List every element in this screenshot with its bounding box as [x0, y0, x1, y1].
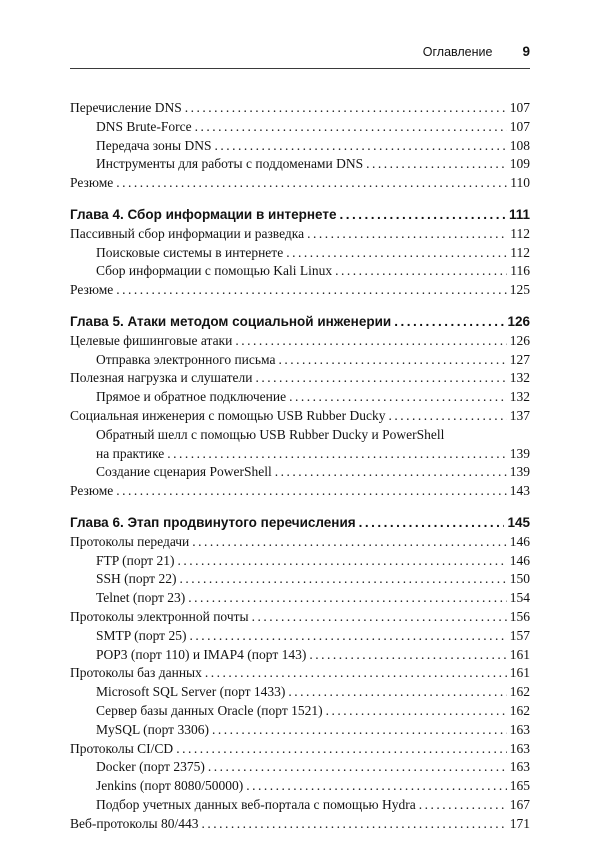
toc-entry-page: 116 [510, 263, 530, 279]
dot-leader [335, 262, 507, 281]
toc-entry-page: 156 [509, 608, 530, 624]
toc-entry-page: 109 [509, 156, 530, 172]
toc-entry-title: Подбор учетных данных веб-портала с помощью Hydra [96, 796, 416, 812]
toc-entry [70, 608, 530, 627]
dot-leader [188, 589, 507, 608]
dot-leader [177, 552, 506, 571]
toc-entry [70, 351, 530, 370]
toc-entry [70, 683, 530, 702]
toc-entry-page: 139 [509, 445, 530, 461]
toc-entry-page: 108 [509, 137, 530, 153]
dot-leader [255, 369, 506, 388]
toc-entry-title: Протоколы CI/CD [70, 740, 174, 756]
toc-entry-page: 171 [509, 815, 530, 831]
toc-entry [70, 407, 530, 426]
toc-entry [70, 740, 530, 759]
toc-entry-page: 126 [507, 313, 530, 329]
toc-entry [70, 777, 530, 796]
toc-list [70, 99, 530, 833]
toc-entry-title: SMTP (порт 25) [96, 627, 187, 643]
toc-entry-page: 163 [509, 721, 530, 737]
toc-entry-page: 157 [509, 627, 530, 643]
dot-leader [359, 514, 505, 533]
toc-entry [70, 445, 530, 464]
toc-entry-page: 127 [509, 351, 530, 367]
toc-entry-title: Протоколы электронной почты [70, 608, 249, 624]
toc-entry-page: 146 [509, 552, 530, 568]
toc-entry-title: Docker (порт 2375) [96, 759, 205, 775]
dot-leader [366, 155, 507, 174]
toc-entry [70, 570, 530, 589]
toc-entry-title: Jenkins (порт 8080/50000) [96, 778, 244, 794]
toc-entry [70, 589, 530, 608]
toc-entry-title: Создание сценария PowerShell [96, 464, 272, 480]
dot-leader [288, 683, 506, 702]
toc-entry-page: 110 [510, 175, 530, 191]
toc-entry-page: 163 [509, 759, 530, 775]
toc-entry-title: Перечисление DNS [70, 100, 182, 115]
toc-entry-page: 125 [509, 282, 530, 298]
toc-entry-title: Глава 5. Атаки методом социальной инженерии [70, 313, 392, 329]
dot-leader [307, 225, 507, 244]
toc-entry-page: 143 [509, 483, 530, 499]
dot-leader [176, 740, 507, 759]
dot-leader [205, 664, 507, 683]
toc-entry-title: Глава 4. Сбор информации в интернете [70, 206, 337, 222]
toc-entry-title: Поисковые системы в интернете [96, 244, 284, 260]
toc-entry [70, 646, 530, 665]
toc-entry [70, 99, 530, 118]
toc-entry [70, 815, 530, 834]
toc-entry-title: MySQL (порт 3306) [96, 721, 209, 737]
toc-entry-title: Обратный шелл с помощью USB Rubber Ducky и PowerShell [96, 426, 445, 442]
toc-entry-title: Резюме [70, 282, 114, 298]
dot-leader [246, 777, 507, 796]
toc-entry-page: 145 [507, 514, 530, 530]
toc-entry-page: 167 [509, 796, 530, 812]
dot-leader [116, 281, 506, 300]
toc-entry-title: Microsoft SQL Server (порт 1433) [96, 684, 286, 700]
dot-leader [326, 702, 507, 721]
toc-entry-page: 107 [509, 118, 530, 134]
toc-entry [70, 174, 530, 193]
toc-entry [70, 155, 530, 174]
toc-entry-page: 163 [509, 740, 530, 756]
page-number: 9 [522, 44, 530, 59]
toc-entry [70, 225, 530, 244]
toc-entry [70, 664, 530, 683]
toc-entry-title: Социальная инженерия с помощью USB Rubber Ducky [70, 407, 386, 423]
toc-entry-page: 146 [509, 533, 530, 549]
toc-entry-title: Резюме [70, 483, 114, 499]
toc-entry-page: 132 [509, 389, 530, 405]
dot-leader [195, 118, 507, 137]
toc-entry-title: на практике [96, 445, 165, 461]
dot-leader [394, 313, 504, 332]
toc-entry-page: 162 [509, 684, 530, 700]
dot-leader [286, 244, 507, 263]
toc-entry-page: 150 [509, 571, 530, 587]
toc-entry-title: Прямое и обратное подключение [96, 389, 287, 405]
dot-leader [189, 627, 506, 646]
toc-chapter-entry [70, 514, 530, 533]
toc-entry-page: 111 [508, 206, 530, 222]
toc-entry [70, 137, 530, 156]
toc-entry-title: FTP (порт 21) [96, 552, 175, 568]
toc-entry-title: SSH (порт 22) [96, 571, 177, 587]
dot-leader [419, 796, 507, 815]
toc-entry-page: 165 [509, 778, 530, 794]
dot-leader [339, 206, 506, 225]
dot-leader [389, 407, 507, 426]
toc-entry [70, 627, 530, 646]
toc-entry-title: Веб-протоколы 80/443 [70, 815, 199, 831]
toc-entry-title: Сервер базы данных Oracle (порт 1521) [96, 702, 323, 718]
toc-entry-title: Полезная нагрузка и слушатели [70, 370, 253, 386]
toc-entry [70, 262, 530, 281]
toc-entry [70, 721, 530, 740]
toc-entry-title: Инструменты для работы с поддоменами DNS [96, 156, 364, 172]
toc-entry-page: 161 [509, 646, 530, 662]
toc-entry-page: 132 [509, 370, 530, 386]
toc-entry-title: Протоколы передачи [70, 533, 190, 549]
toc-entry [70, 426, 530, 445]
dot-leader [116, 482, 506, 501]
dot-leader [252, 608, 507, 627]
toc-entry [70, 388, 530, 407]
toc-entry-title: Протоколы баз данных [70, 665, 202, 681]
dot-leader [275, 463, 507, 482]
running-head: Оглавление [422, 45, 493, 59]
toc-entry-page: 107 [509, 100, 530, 115]
toc-entry [70, 533, 530, 552]
toc-entry-title: Резюме [70, 175, 114, 191]
dot-leader [192, 533, 506, 552]
toc-entry-title: Передача зоны DNS [96, 137, 212, 153]
toc-entry-title: Сбор информации с помощью Kali Linux [96, 263, 333, 279]
toc-entry-page: 137 [509, 407, 530, 423]
toc-entry [70, 758, 530, 777]
toc-entry-page: 112 [510, 244, 530, 260]
toc-entry [70, 463, 530, 482]
dot-leader [212, 721, 507, 740]
dot-leader [235, 332, 506, 351]
toc-entry-title: Глава 6. Этап продвинутого перечисления [70, 514, 356, 530]
dot-leader [214, 137, 506, 156]
toc-entry-title: Отправка электронного письма [96, 351, 276, 367]
toc-entry [70, 702, 530, 721]
toc-chapter-entry [70, 313, 530, 332]
toc-entry-page: 126 [509, 332, 530, 348]
dot-leader [202, 815, 507, 834]
toc-entry-title: Целевые фишинговые атаки [70, 332, 233, 348]
toc-entry-page: 112 [510, 225, 530, 241]
toc-entry-title: DNS Brute-Force [96, 118, 192, 134]
dot-leader [208, 758, 507, 777]
toc-entry [70, 369, 530, 388]
toc-entry [70, 482, 530, 501]
toc-entry [70, 796, 530, 815]
toc-entry-page: 154 [509, 590, 530, 606]
toc-entry-page: 162 [509, 702, 530, 718]
toc-entry-title: Пассивный сбор информации и разведка [70, 225, 305, 241]
dot-leader [179, 570, 506, 589]
toc-entry [70, 332, 530, 351]
dot-leader [279, 351, 507, 370]
toc-entry [70, 281, 530, 300]
dot-leader [289, 388, 507, 407]
dot-leader [167, 445, 506, 464]
toc-entry-page: 161 [509, 665, 530, 681]
toc-entry [70, 552, 530, 571]
toc-chapter-entry [70, 206, 530, 225]
toc-entry-page: 139 [509, 464, 530, 480]
toc-entry-title: Telnet (порт 23) [96, 590, 186, 606]
page-header [70, 44, 530, 69]
toc-entry [70, 244, 530, 263]
toc-entry [70, 118, 530, 137]
toc-entry-title: POP3 (порт 110) и IMAP4 (порт 143) [96, 646, 307, 662]
dot-leader [185, 99, 507, 118]
dot-leader [309, 646, 506, 665]
dot-leader [116, 174, 507, 193]
